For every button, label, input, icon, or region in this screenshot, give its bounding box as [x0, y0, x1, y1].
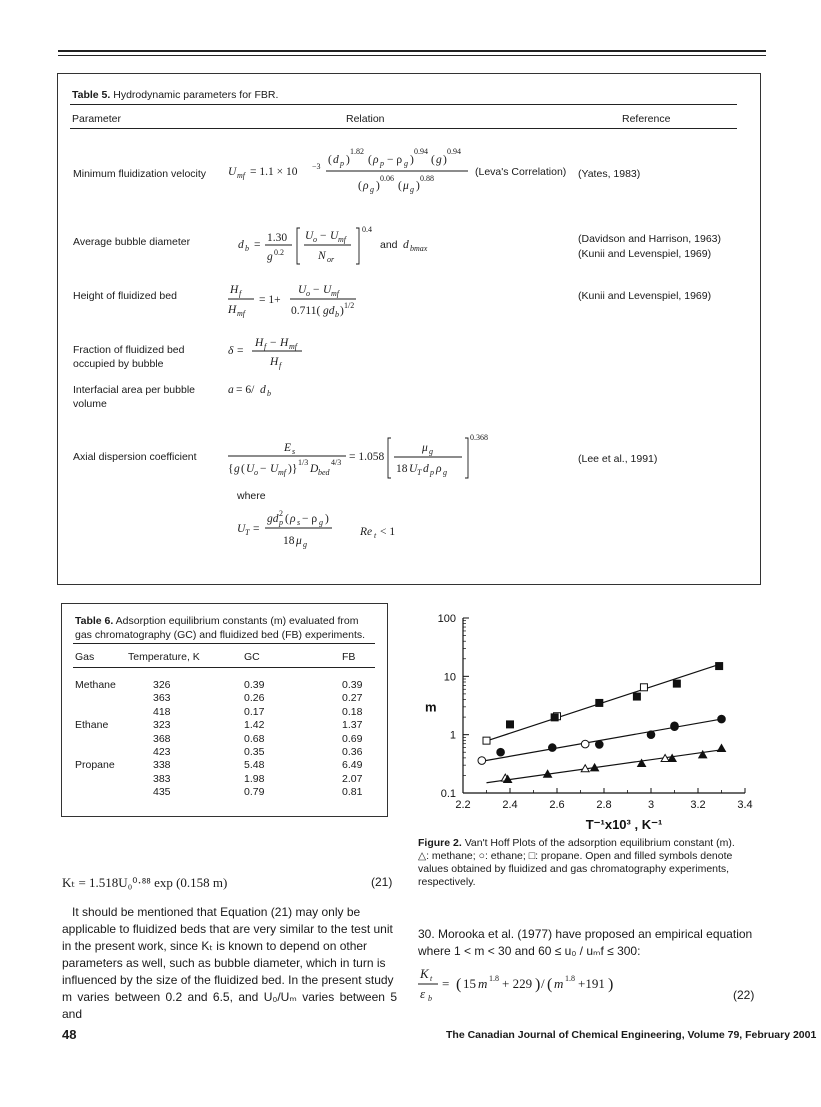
table5-where: where	[237, 490, 266, 502]
y-axis-label: m	[425, 699, 437, 715]
svg-text:g: g	[410, 185, 414, 194]
left-body-line: influenced by the size of the fluidized bed. In the present study	[62, 973, 394, 987]
svg-text:(: (	[285, 513, 289, 525]
svg-text:= 1.1 × 10: = 1.1 × 10	[250, 166, 298, 178]
x-axis-label: T⁻¹x10³ , K⁻¹	[585, 817, 663, 832]
table6-cell-gc: 0.39	[244, 679, 265, 691]
propane-filled-point	[507, 721, 514, 728]
ethane-filled-point	[497, 748, 505, 756]
svg-text:s: s	[297, 518, 301, 527]
table5-caption-text: Hydrodynamic parameters for FBR.	[113, 89, 279, 101]
figure2-caption-line3: values obtained by fluidized and gas chromatography experiments,	[418, 863, 730, 875]
equation-umf	[228, 143, 567, 201]
table5-param-umf: Minimum fluidization velocity	[73, 168, 207, 180]
svg-text:d: d	[238, 239, 244, 251]
table5-param-a	[73, 383, 195, 411]
ethane-filled-point	[596, 741, 604, 749]
equation-a	[228, 380, 308, 398]
right-body-text	[418, 926, 763, 960]
table6-cell-temp: 363	[153, 692, 171, 705]
table6-cell-temp: 418	[153, 705, 171, 718]
svg-text:gd: gd	[323, 305, 335, 317]
svg-text:(: (	[368, 154, 372, 166]
svg-text:18: 18	[396, 463, 408, 475]
svg-text:H: H	[228, 304, 237, 316]
svg-text:=: =	[237, 345, 244, 357]
svg-text:(: (	[358, 180, 362, 192]
svg-text:): )	[416, 180, 420, 192]
svg-text:g: g	[436, 154, 442, 166]
equation-db	[238, 222, 438, 270]
equation-22	[418, 964, 638, 1006]
svg-text:μ: μ	[422, 442, 428, 454]
svg-text:b: b	[245, 244, 249, 253]
y-tick-label: 10	[443, 671, 456, 684]
svg-text:ρ: ρ	[290, 513, 296, 525]
table5-ref-hf: (Kunii and Levenspiel, 1969)	[578, 290, 712, 302]
table6-caption-label: Table 6.	[75, 615, 114, 627]
svg-text:d: d	[403, 239, 409, 251]
svg-text:): )	[376, 180, 380, 192]
table6-cell-gc: 0.68	[244, 732, 265, 745]
svg-text:T: T	[417, 468, 422, 477]
svg-text:0.94: 0.94	[414, 147, 428, 156]
svg-text:): )	[340, 305, 344, 317]
svg-text:Re: Re	[360, 526, 373, 538]
svg-text:b: b	[428, 994, 432, 1003]
svg-text:0.2: 0.2	[274, 248, 284, 257]
svg-text:(: (	[398, 180, 402, 192]
table6-cell-gas: Methane	[75, 679, 116, 691]
table6-cell-fb: 2.07	[342, 772, 363, 785]
table5-caption	[72, 89, 278, 101]
svg-text:1.30: 1.30	[267, 232, 288, 244]
table5-ref-db-2: (Kunii and Levenspiel, 1969)	[578, 248, 712, 260]
x-tick-label: 2.6	[549, 799, 565, 811]
svg-text:1.8: 1.8	[489, 974, 499, 983]
table6-cell-gas: Ethane	[75, 719, 109, 732]
journal-footer: The Canadian Journal of Chemical Engineering, Volume 79, February 2001	[446, 1029, 817, 1041]
table6-cell-fb: 0.27	[342, 692, 363, 705]
svg-text:U: U	[305, 230, 314, 242]
figure2-caption-line4: respectively.	[418, 876, 476, 888]
svg-text:)}: )}	[288, 463, 298, 475]
table5-header-rule-bottom	[70, 128, 737, 129]
ethane-open-point	[581, 740, 589, 748]
table6-cell-temp: 323	[153, 719, 171, 732]
svg-text:mf: mf	[289, 342, 297, 351]
svg-text:U: U	[237, 523, 246, 535]
table6-cell-fb: 6.49	[342, 759, 363, 772]
svg-text:+ 229: + 229	[502, 976, 533, 991]
right-body-line: where 1 < m < 30 and 60 ≤ u₀ / uₘf ≤ 300:	[418, 944, 641, 958]
figure2-caption-line2: △: methane; ○: ethane; □: propane. Open and filled symbols denote	[418, 850, 733, 862]
svg-text:(: (	[431, 154, 435, 166]
svg-text:U: U	[298, 284, 307, 296]
svg-text:): )	[325, 513, 329, 525]
equation-umf-note: (Leva's Correlation)	[475, 166, 567, 178]
table6-header-rule-top	[73, 643, 375, 644]
svg-text:): )	[346, 154, 350, 166]
figure2-caption-line1: Van't Hoff Plots of the adsorption equilibrium constant (m).	[464, 837, 735, 849]
svg-text:1/3: 1/3	[298, 458, 309, 467]
svg-text:= 6/: = 6/	[236, 384, 255, 396]
svg-text:f: f	[264, 342, 267, 351]
svg-text:= 1+: = 1+	[259, 294, 281, 306]
svg-text:): )	[443, 154, 447, 166]
svg-text:s: s	[292, 447, 296, 456]
svg-text:g: g	[267, 251, 273, 263]
svg-text:mf: mf	[278, 468, 286, 477]
svg-text:H: H	[255, 337, 264, 349]
svg-text:m: m	[478, 976, 488, 991]
table5-param-hf: Height of fluidized bed	[73, 290, 177, 302]
ethane-filled-point	[671, 722, 679, 730]
svg-text:K: K	[420, 966, 429, 981]
table6-cell-fb: 0.81	[342, 786, 363, 799]
table6-header-gc: GC	[244, 651, 260, 663]
left-body-text	[62, 904, 397, 1023]
table5-param-es: Axial dispersion coefficient	[73, 451, 197, 463]
table6-cell-temp: 368	[153, 732, 171, 745]
svg-text:U: U	[246, 463, 255, 475]
svg-text:d: d	[423, 463, 429, 475]
x-tick-label: 2.2	[455, 799, 471, 811]
svg-text:p: p	[430, 468, 434, 477]
table5-ref-umf: (Yates, 1983)	[578, 168, 641, 180]
svg-text:b: b	[335, 310, 339, 319]
table5-param-a-line1: Interfacial area per bubble	[73, 384, 195, 396]
svg-text:= 1.058: = 1.058	[349, 451, 385, 463]
y-tick-label: 100	[437, 613, 456, 625]
figure2-caption	[418, 837, 758, 889]
svg-text:−: −	[260, 463, 267, 475]
ethane-filled-point	[549, 744, 557, 752]
table5-param-delta	[73, 343, 184, 371]
propane-filled-point	[551, 714, 558, 721]
table6-header-temp: Temperature, K	[128, 651, 200, 663]
svg-text:bed: bed	[318, 468, 330, 477]
table6-cell-fb: 0.36	[342, 746, 363, 758]
svg-text:H: H	[230, 284, 239, 296]
equation-es	[226, 432, 496, 482]
svg-text:0.368: 0.368	[470, 433, 488, 442]
svg-text:g: g	[404, 159, 408, 168]
svg-text:18: 18	[283, 535, 295, 547]
table6-cell-gc: 0.79	[244, 786, 265, 799]
svg-text:0.88: 0.88	[420, 174, 434, 183]
x-tick-label: 3.2	[690, 799, 706, 811]
propane-filled-point	[673, 680, 680, 687]
table6-cell-gas: Propane	[75, 759, 115, 772]
table6-header-gas: Gas	[75, 651, 95, 663]
left-body-line: applicable to fluidized beds that are very similar to the test unit	[62, 922, 393, 936]
table6-cell-gc: 5.48	[244, 759, 265, 772]
svg-text:{: {	[228, 463, 234, 475]
table6-header-fb: FB	[342, 651, 356, 663]
svg-text:μ: μ	[403, 180, 409, 192]
svg-text:E: E	[284, 442, 292, 454]
table5-param-db: Average bubble diameter	[73, 236, 191, 248]
svg-text:μ: μ	[296, 535, 302, 547]
svg-text:m: m	[554, 976, 564, 991]
svg-text:t: t	[430, 974, 433, 983]
left-body-line: It should be mentioned that Equation (21) may only be	[72, 905, 361, 919]
svg-text:< 1: < 1	[380, 526, 396, 538]
left-body-line: in the present work, since Kₜ is known to depend on other	[62, 939, 368, 953]
equation-21-number: (21)	[371, 875, 393, 889]
table5-param-delta-line1: Fraction of fluidized bed	[73, 344, 185, 356]
svg-text:2: 2	[279, 509, 283, 518]
ethane-filled-point	[647, 731, 655, 739]
svg-text:f: f	[279, 361, 282, 370]
svg-text:0.711(: 0.711(	[291, 305, 321, 317]
svg-text:or: or	[327, 255, 335, 264]
propane-filled-point	[633, 693, 640, 700]
page-number: 48	[62, 1027, 77, 1042]
table6-cell-fb: 0.69	[342, 732, 363, 745]
propane-filled-point	[716, 663, 723, 670]
svg-text:T: T	[245, 528, 250, 537]
svg-text:− ρ: − ρ	[387, 154, 403, 166]
equation-hf	[228, 278, 388, 322]
x-tick-label: 3.4	[737, 799, 753, 811]
propane-filled-point	[596, 699, 603, 706]
right-body-line: 30. Morooka et al. (1977) have proposed an empirical equation	[418, 927, 753, 941]
table5-ref-db-1: (Davidson and Harrison, 1963)	[578, 233, 721, 245]
svg-text:): )	[410, 154, 414, 166]
left-body-line: m varies between 0.2 and 6.5, and U₀/Uₘ varies between 5 and	[62, 990, 397, 1021]
svg-text:=: =	[254, 239, 261, 251]
svg-text:b: b	[267, 389, 271, 398]
x-tick-label: 2.8	[596, 799, 612, 811]
svg-text:ρ: ρ	[436, 463, 442, 475]
svg-text:mf: mf	[338, 235, 346, 244]
equation-db-and: and	[380, 239, 398, 251]
svg-text:−: −	[320, 230, 327, 242]
methane-filled-point	[668, 755, 676, 762]
svg-text:g: g	[370, 185, 374, 194]
svg-text:p: p	[380, 159, 384, 168]
svg-text:U: U	[228, 166, 237, 178]
table6-cell-gc: 0.35	[244, 746, 265, 758]
svg-text:−: −	[270, 337, 277, 349]
table6-cell-temp: 423	[153, 746, 171, 758]
svg-text:=: =	[442, 976, 450, 991]
y-tick-label: 1	[449, 729, 456, 742]
table5-col-parameter: Parameter	[72, 113, 122, 125]
page-top-rule	[58, 50, 766, 52]
table5-param-a-line2: volume	[73, 398, 107, 410]
table6-cell-gc: 1.98	[244, 772, 265, 785]
page-top-rule-thin	[58, 55, 766, 56]
svg-text:g: g	[443, 468, 447, 477]
left-body-line: parameters as well, such as bubble diameter, which in turn is	[62, 956, 386, 970]
svg-text:g: g	[303, 540, 307, 549]
svg-text:1/2: 1/2	[344, 301, 355, 310]
svg-text:ε: ε	[420, 986, 426, 1001]
svg-text:0.94: 0.94	[447, 147, 461, 156]
svg-text:− ρ: − ρ	[302, 513, 318, 525]
svg-text:(: (	[456, 976, 462, 993]
table6-header-rule-bottom	[73, 667, 375, 668]
svg-text:1.82: 1.82	[350, 147, 364, 156]
propane-open-point	[640, 684, 647, 691]
svg-text:o: o	[254, 468, 258, 477]
svg-text:a: a	[228, 384, 234, 396]
y-tick-label: 0.1	[440, 788, 456, 800]
svg-text:o: o	[313, 235, 317, 244]
svg-text:(: (	[241, 463, 245, 475]
table6-cell-temp: 383	[153, 772, 171, 785]
svg-text:1.8: 1.8	[565, 974, 575, 983]
table5-param-delta-line2: occupied by bubble	[73, 358, 164, 370]
ethane-open-point	[478, 757, 486, 765]
equation-delta	[228, 332, 328, 372]
svg-text:/: /	[541, 976, 545, 991]
svg-text:15: 15	[463, 976, 476, 991]
equation-22-number: (22)	[733, 988, 755, 1002]
table6-cell-fb: 0.18	[342, 705, 363, 718]
x-tick-label: 3	[647, 799, 655, 811]
svg-text:0.4: 0.4	[362, 225, 372, 234]
svg-text:U: U	[323, 284, 332, 296]
table6-caption	[75, 614, 365, 642]
svg-text:f: f	[239, 289, 242, 298]
equation-21: Kₜ = 1.518U₀⁰·⁸⁸ exp (0.158 m)	[62, 875, 228, 890]
svg-text:gd: gd	[267, 513, 279, 525]
table5-ref-es: (Lee et al., 1991)	[578, 453, 658, 465]
x-tick-label: 2.4	[502, 799, 518, 811]
svg-text:d: d	[260, 384, 266, 396]
svg-text:o: o	[306, 289, 310, 298]
svg-text:D: D	[310, 463, 319, 475]
svg-text:t: t	[374, 531, 377, 540]
svg-text:mf: mf	[237, 309, 245, 318]
figure2-chart	[415, 598, 775, 838]
svg-text:ρ: ρ	[373, 154, 379, 166]
svg-text:H: H	[270, 356, 279, 368]
table5-header-rule-top	[70, 104, 737, 105]
svg-text:mf: mf	[237, 171, 245, 180]
table6-caption-text: Adsorption equilibrium constants (m) evaluated from	[115, 615, 359, 627]
table6-cell-fb: 0.39	[342, 679, 363, 691]
svg-text:δ: δ	[228, 345, 234, 357]
svg-text:g: g	[234, 463, 240, 475]
svg-text:p: p	[340, 159, 344, 168]
table6-cell-gc: 1.42	[244, 719, 265, 732]
svg-text:=: =	[253, 523, 260, 535]
svg-text:−: −	[313, 284, 320, 296]
svg-text:−3: −3	[312, 162, 321, 171]
svg-text:U: U	[270, 463, 279, 475]
svg-text:(: (	[328, 154, 332, 166]
table5-caption-label: Table 5.	[72, 89, 111, 101]
table6-cell-fb: 1.37	[342, 719, 363, 732]
equation-ut	[237, 508, 407, 554]
svg-text:p: p	[279, 518, 283, 527]
svg-text:g: g	[429, 447, 433, 456]
svg-text:): )	[608, 976, 614, 993]
figure2-caption-label: Figure 2.	[418, 837, 462, 849]
svg-text:U: U	[409, 463, 418, 475]
svg-text:U: U	[330, 230, 339, 242]
table6-cell-temp: 326	[153, 679, 171, 691]
svg-text:ρ: ρ	[363, 180, 369, 192]
svg-text:d: d	[333, 154, 339, 166]
table6-cell-gc: 0.26	[244, 692, 265, 705]
table6-caption-text-2: gas chromatography (GC) and fluidized bed (FB) experiments.	[75, 629, 366, 641]
table5-col-reference: Reference	[622, 113, 671, 125]
svg-text:g: g	[319, 518, 323, 527]
propane-open-point	[483, 737, 490, 744]
table6-cell-temp: 338	[153, 759, 171, 772]
methane-filled-point	[718, 744, 726, 751]
table6-cell-temp: 435	[153, 786, 171, 799]
table5-col-relation: Relation	[346, 113, 385, 125]
svg-text:(: (	[547, 976, 553, 993]
svg-text:H: H	[280, 337, 289, 349]
svg-text:): )	[535, 976, 541, 993]
svg-text:4/3: 4/3	[331, 458, 342, 467]
ethane-filled-point	[718, 715, 726, 723]
svg-text:mf: mf	[331, 289, 339, 298]
svg-text:+191: +191	[578, 976, 605, 991]
svg-text:0.06: 0.06	[380, 174, 394, 183]
svg-text:N: N	[318, 250, 326, 262]
table6-cell-gc: 0.17	[244, 705, 265, 718]
svg-text:bmax: bmax	[410, 244, 428, 253]
